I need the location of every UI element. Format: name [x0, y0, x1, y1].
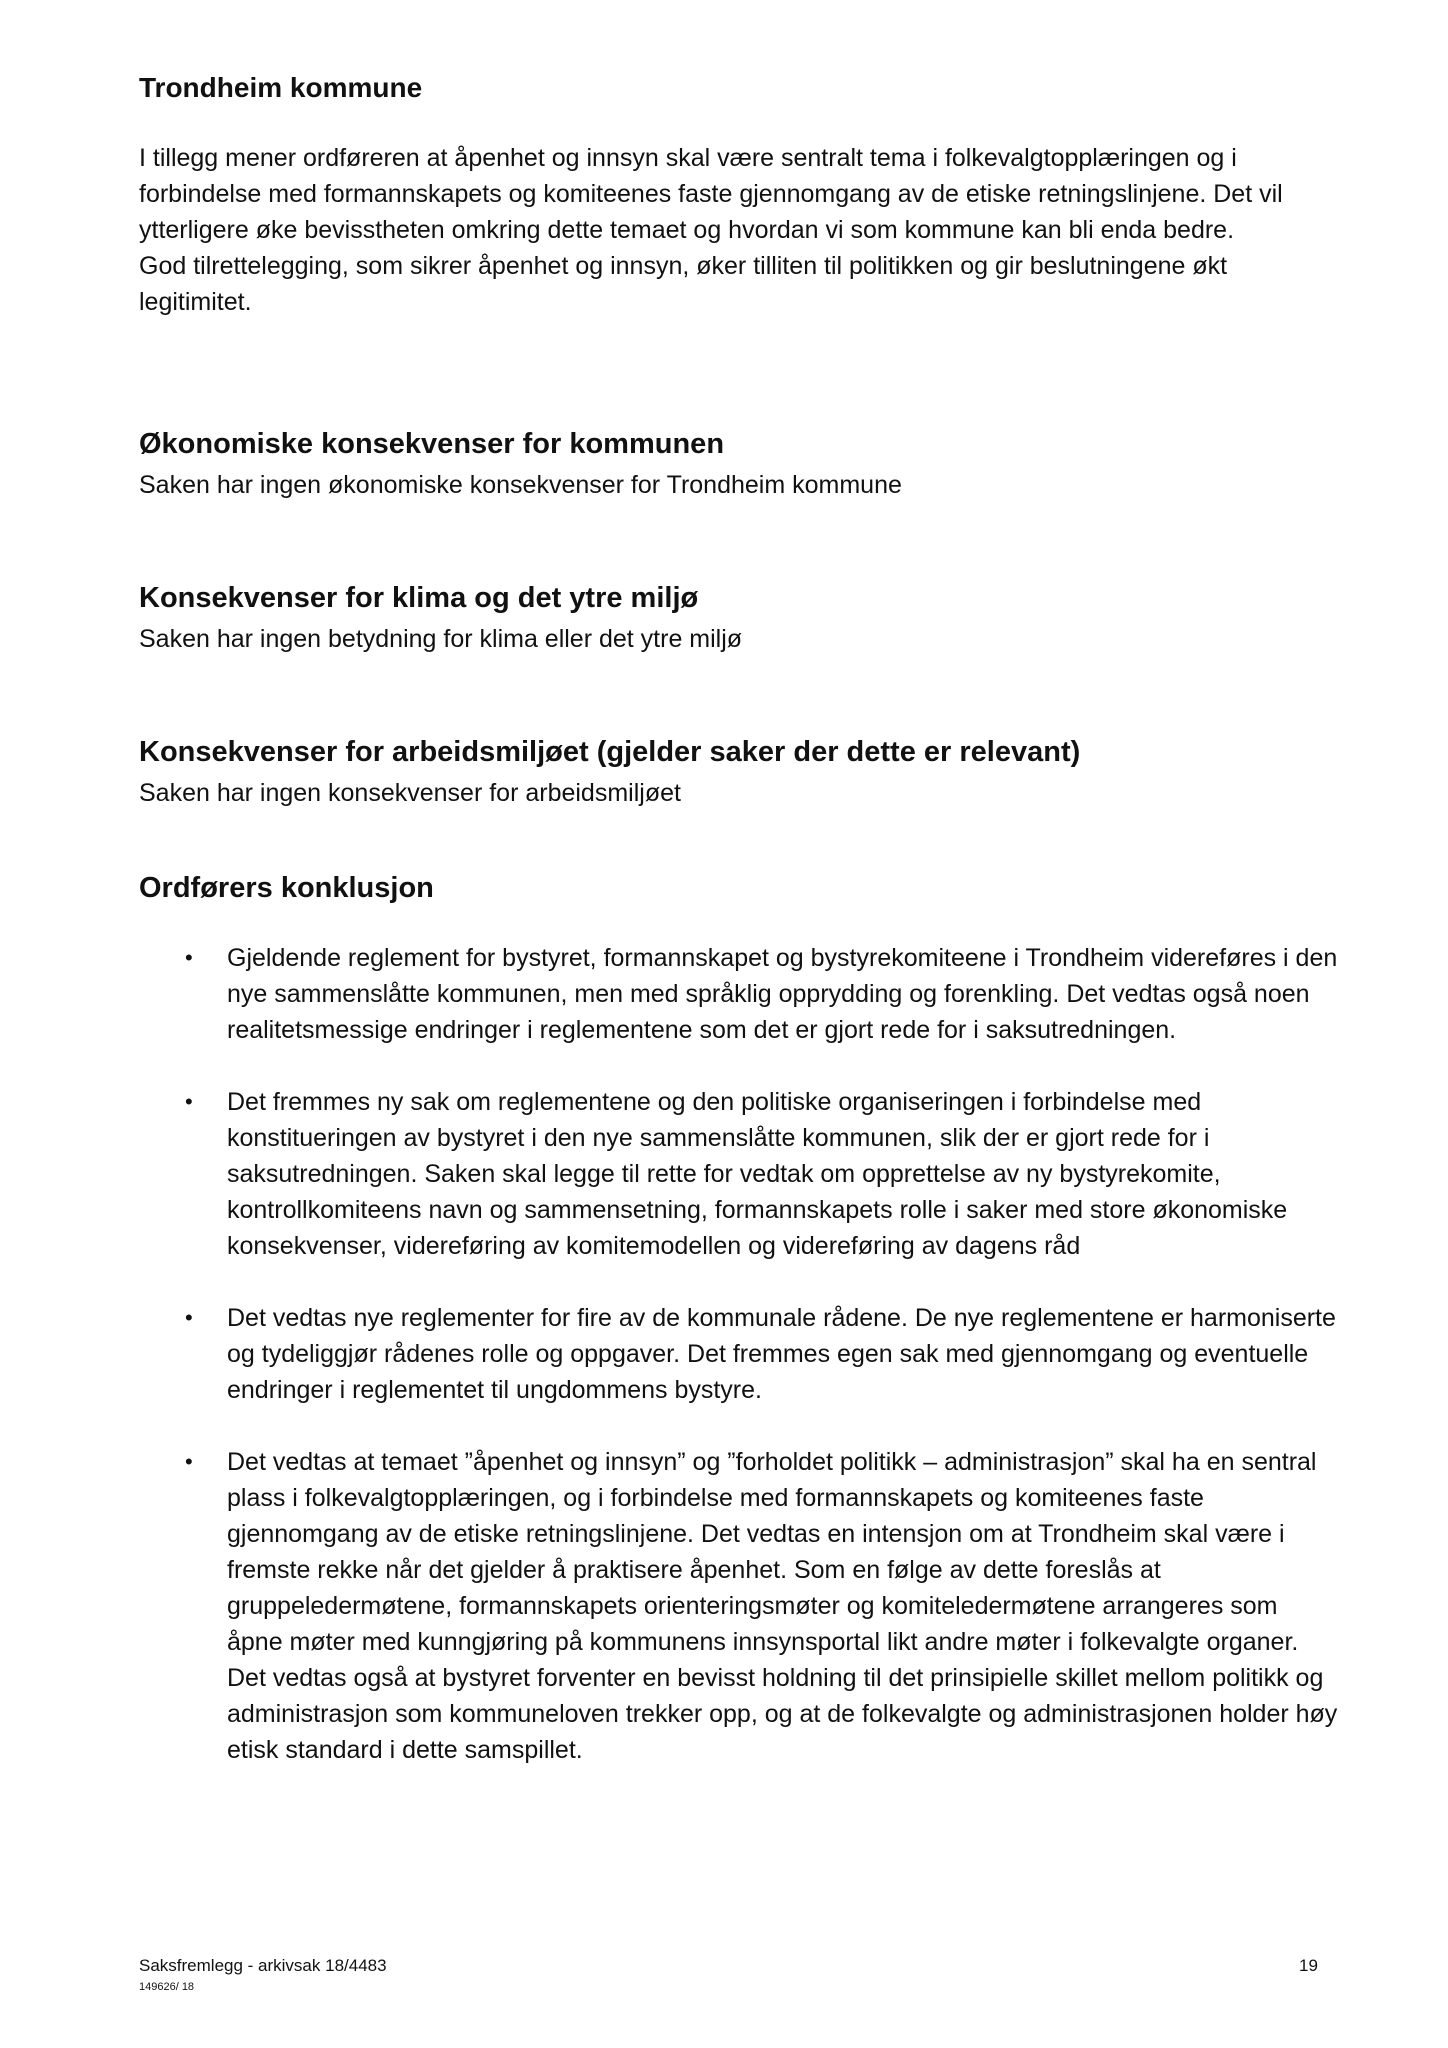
bullet-icon: • [185, 945, 193, 970]
conclusion-heading: Ordførers konklusjon [139, 872, 434, 904]
section-heading-work-environment: Konsekvenser for arbeidsmiljøet (gjelder saker der dette er relevant) [139, 736, 1081, 768]
bullet-icon: • [185, 1089, 193, 1114]
page-title: Trondheim kommune [139, 72, 423, 103]
intro-paragraph: God tilrettelegging, som sikrer åpenhet og innsyn, øker tilliten til politikken og gir beslutningene økt legitimitet. [139, 252, 1228, 316]
list-item-text: Gjeldende reglement for bystyret, formannskapet og bystyrekomiteene i Trondheim videreføres i den nye sammenslåtte kommunen, men med språklig opprydding og forenkling. Det vedtas også noen realitetsmessige endringer i reglementene som det er gjort rede for i saksutredningen. [227, 944, 1338, 1044]
list-item [139, 1444, 1339, 1768]
section-heading-economy: Økonomiske konsekvenser for kommunen [139, 428, 725, 460]
page-number: 19 [1299, 1956, 1318, 1975]
bullet-icon: • [185, 1449, 193, 1474]
bullet-icon: • [185, 1305, 193, 1330]
section-text-climate: Saken har ingen betydning for klima eller det ytre miljø [139, 625, 743, 653]
list-item-text: Det vedtas nye reglementer for fire av de kommunale rådene. De nye reglementene er harmoniserte og tydeliggjør rådenes rolle og oppgaver. Det fremmes egen sak med gjennomgang og eventuelle endringer i reglementet til ungdommens bystyre. [227, 1304, 1336, 1404]
intro-paragraph: I tillegg mener ordføreren at åpenhet og innsyn skal være sentralt tema i folkevalgtopplæringen og i forbindelse med formannskapets og komiteenes faste gjennomgang av de etiske retningslinjene. Det vil ytterligere øke bevisstheten omkring dette temaet og hvordan vi som kommune kan bli enda bedre. [139, 144, 1283, 244]
section-text-economy: Saken har ingen økonomiske konsekvenser for Trondheim kommune [139, 471, 902, 499]
list-item-text: Det vedtas at temaet ”åpenhet og innsyn” og ”forholdet politikk – administrasjon” skal ha en sentral plass i folkevalgtopplæringen, og i forbindelse med formannskapets og komiteenes faste gjennomgang av de etiske retningslinjene. Det vedtas en intensjon om at Trondheim skal være i fremste rekke når det gjelder å praktisere åpenhet. Som en følge av dette foreslås at gruppeledermøtene, formannskapets orienteringsmøter og komiteledermøtene arrangeres som åpne møter med kunngjøring på kommunens innsynsportal likt andre møter i folkevalgte organer. Det vedtas også at bystyret forventer en bevisst holdning til det prinsipielle skillet mellom politikk og administrasjon som kommuneloven trekker opp, og at de folkevalgte og administrasjonen holder høy etisk standard i dette samspillet. [227, 1448, 1338, 1764]
list-item [139, 940, 1339, 1048]
footer-document-ref: Saksfremlegg - arkivsak 18/4483 [139, 1956, 387, 1975]
list-item-text: Det fremmes ny sak om reglementene og den politiske organiseringen i forbindelse med konstitueringen av bystyret i den nye sammenslåtte kommunen, slik der er gjort rede for i saksutredningen. Saken skal legge til rette for vedtak om opprettelse av ny bystyrekomite, kontrollkomiteens navn og sammensetning, formannskapets rolle i saker med store økonomiske konsekvenser, videreføring av komitemodellen og videreføring av dagens råd [227, 1088, 1288, 1260]
conclusion-list [139, 940, 1339, 1804]
section-heading-climate: Konsekvenser for klima og det ytre miljø [139, 582, 699, 614]
footer-document-id: 149626/ 18 [139, 1981, 195, 1993]
section-text-work-environment: Saken har ingen konsekvenser for arbeidsmiljøet [139, 779, 681, 807]
list-item [139, 1300, 1339, 1408]
intro-text [139, 140, 1339, 320]
list-item [139, 1084, 1339, 1264]
